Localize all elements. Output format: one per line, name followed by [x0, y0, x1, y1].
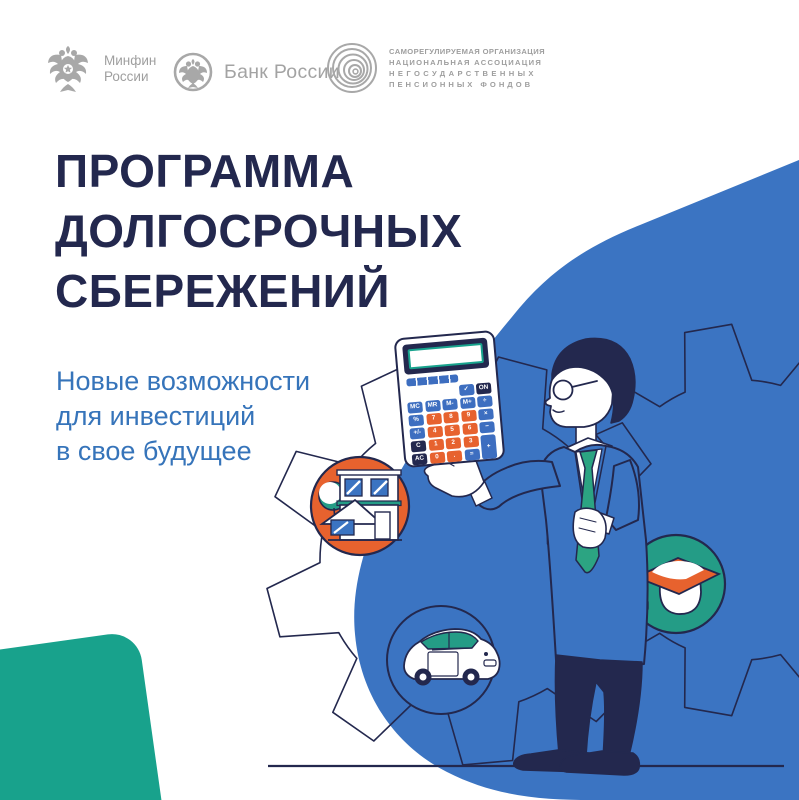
concentric-circles-icon: [326, 42, 378, 94]
calc-key-0: 0: [429, 452, 445, 464]
calc-key-equals: =: [464, 449, 480, 461]
calc-key-9: 9: [461, 410, 477, 422]
calc-key-7: 7: [426, 413, 442, 425]
calc-key-c: C: [411, 440, 427, 452]
calc-key-divide: ÷: [477, 395, 493, 407]
calc-key-ac: AC: [412, 453, 428, 465]
calc-key-dot: .: [447, 450, 463, 462]
sro-logo: [326, 42, 545, 94]
cbr-eagle-icon: [173, 52, 213, 92]
subtitle-line: Новые возможности: [56, 366, 311, 396]
sro-label-line-2: НАЦИОНАЛЬНАЯ АССОЦИАЦИЯ: [389, 58, 543, 67]
double-headed-eagle-icon: [46, 44, 90, 94]
calc-key-2: 2: [445, 437, 461, 449]
calc-key-6: 6: [462, 423, 478, 435]
calc-key-mr: MR: [425, 400, 441, 412]
sro-label-line-3: НЕГОСУДАРСТВЕННЫХ: [389, 69, 537, 78]
title-line: ПРОГРАММА: [55, 145, 355, 197]
sro-label-line-4: ПЕНСИОННЫХ ФОНДОВ: [389, 80, 534, 89]
sro-label-line-1: САМОРЕГУЛИРУЕМАЯ ОРГАНИЗАЦИЯ: [389, 47, 545, 56]
calc-key-multiply: ×: [478, 408, 494, 420]
calc-key-1: 1: [428, 439, 444, 451]
calc-key-8: 8: [443, 411, 459, 423]
calc-key-5: 5: [444, 424, 460, 436]
subtitle: [56, 364, 310, 469]
header: [0, 0, 799, 110]
page-title: [55, 141, 462, 321]
cbr-logo: [173, 52, 340, 92]
calc-key-plus: +: [480, 434, 497, 459]
house-icon: [311, 457, 409, 555]
calc-key-mc: MC: [407, 401, 423, 413]
subtitle-line: для инвестиций: [56, 401, 256, 431]
calc-key-mminus: M-: [442, 398, 458, 410]
cbr-label: Банк России: [224, 60, 340, 83]
calc-screen: [408, 343, 484, 369]
calc-key-mplus: M+: [459, 397, 475, 409]
minfin-logo: [46, 44, 156, 94]
title-line: СБЕРЕЖЕНИЙ: [55, 265, 390, 317]
calc-key-on: ON: [476, 382, 492, 394]
calc-display: [402, 338, 489, 375]
calc-keypad: [406, 382, 497, 465]
calc-key-plusminus: +/-: [409, 427, 425, 439]
calc-key-percent: %: [408, 414, 424, 426]
sro-label: [389, 46, 545, 90]
title-line: ДОЛГОСРОЧНЫХ: [55, 205, 463, 257]
calc-key-4: 4: [427, 426, 443, 438]
calculator-icon: [394, 330, 506, 468]
minfin-label: Минфин России: [104, 53, 157, 84]
calc-key-3: 3: [463, 436, 479, 448]
teal-square: [0, 630, 171, 800]
calc-key-check: ✓: [458, 384, 474, 396]
calc-key-minus: −: [479, 421, 495, 433]
subtitle-line: в свое будущее: [56, 436, 252, 466]
